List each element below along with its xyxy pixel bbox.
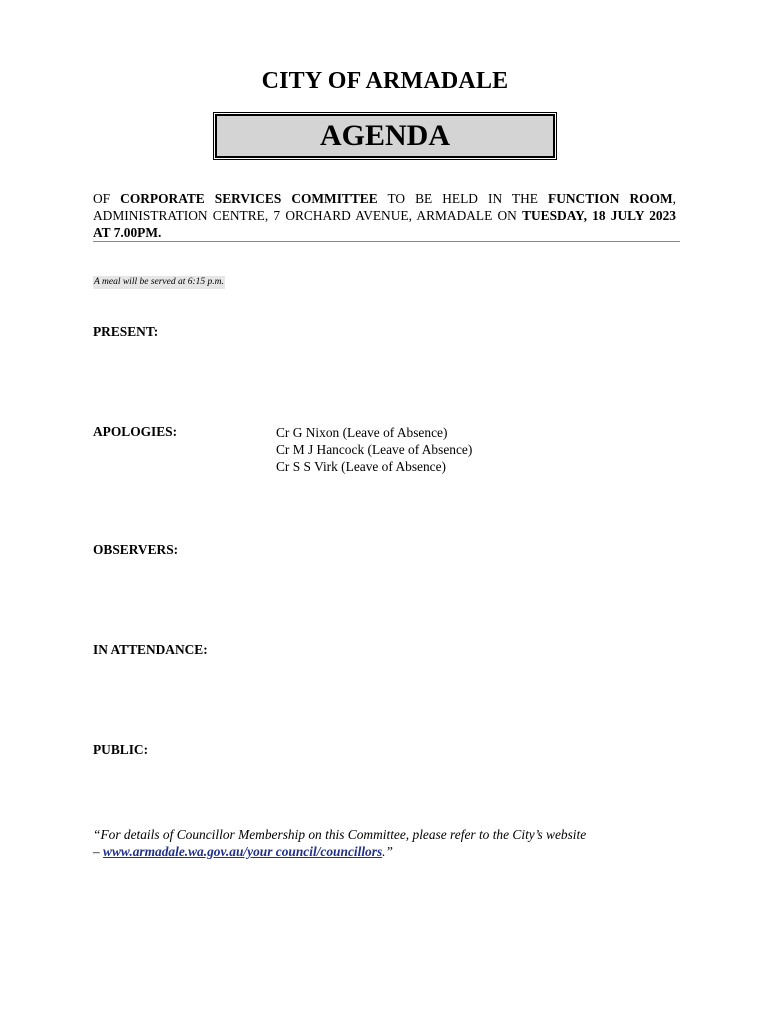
list-item: Cr S S Virk (Leave of Absence) [276,459,447,474]
footer-end: .” [382,844,393,859]
divider [93,241,680,242]
apologies-list [276,424,472,475]
venue-room: FUNCTION ROOM [548,191,673,206]
meal-note: A meal will be served at 6:15 p.m. [94,277,224,287]
meeting-intro [93,190,676,241]
committee-name: CORPORATE SERVICES COMMITTEE [120,191,378,206]
footer-note [93,826,683,860]
intro-text-2: TO BE HELD IN THE [377,191,549,206]
page-title: CITY OF ARMADALE [261,68,509,94]
intro-text-1: OF [93,191,121,206]
observers-label: OBSERVERS: [93,542,179,557]
list-item: Cr M J Hancock (Leave of Absence) [276,442,473,457]
list-item: Cr G Nixon (Leave of Absence) [276,425,448,440]
intro-text-3: , ADMINISTRATION CENTRE, 7 ORCHARD AVENUE, ARMADALE ON [93,191,676,223]
agenda-heading: AGENDA [319,119,450,152]
apologies-label: APOLOGIES: [93,424,178,439]
footer-dash: – [93,844,104,859]
present-label: PRESENT: [93,324,159,339]
footer-text: “For details of Councillor Membership on this Committee, please refer to the City’s website [93,827,587,842]
meeting-date: TUESDAY, 18 JULY 2023 AT 7.00PM. [93,208,676,240]
councillors-link[interactable]: www.armadale.wa.gov.au/your council/councillors [103,844,383,859]
agenda-heading-box [215,114,555,158]
public-label: PUBLIC: [93,742,149,757]
in-attendance-label: IN ATTENDANCE: [93,642,208,657]
